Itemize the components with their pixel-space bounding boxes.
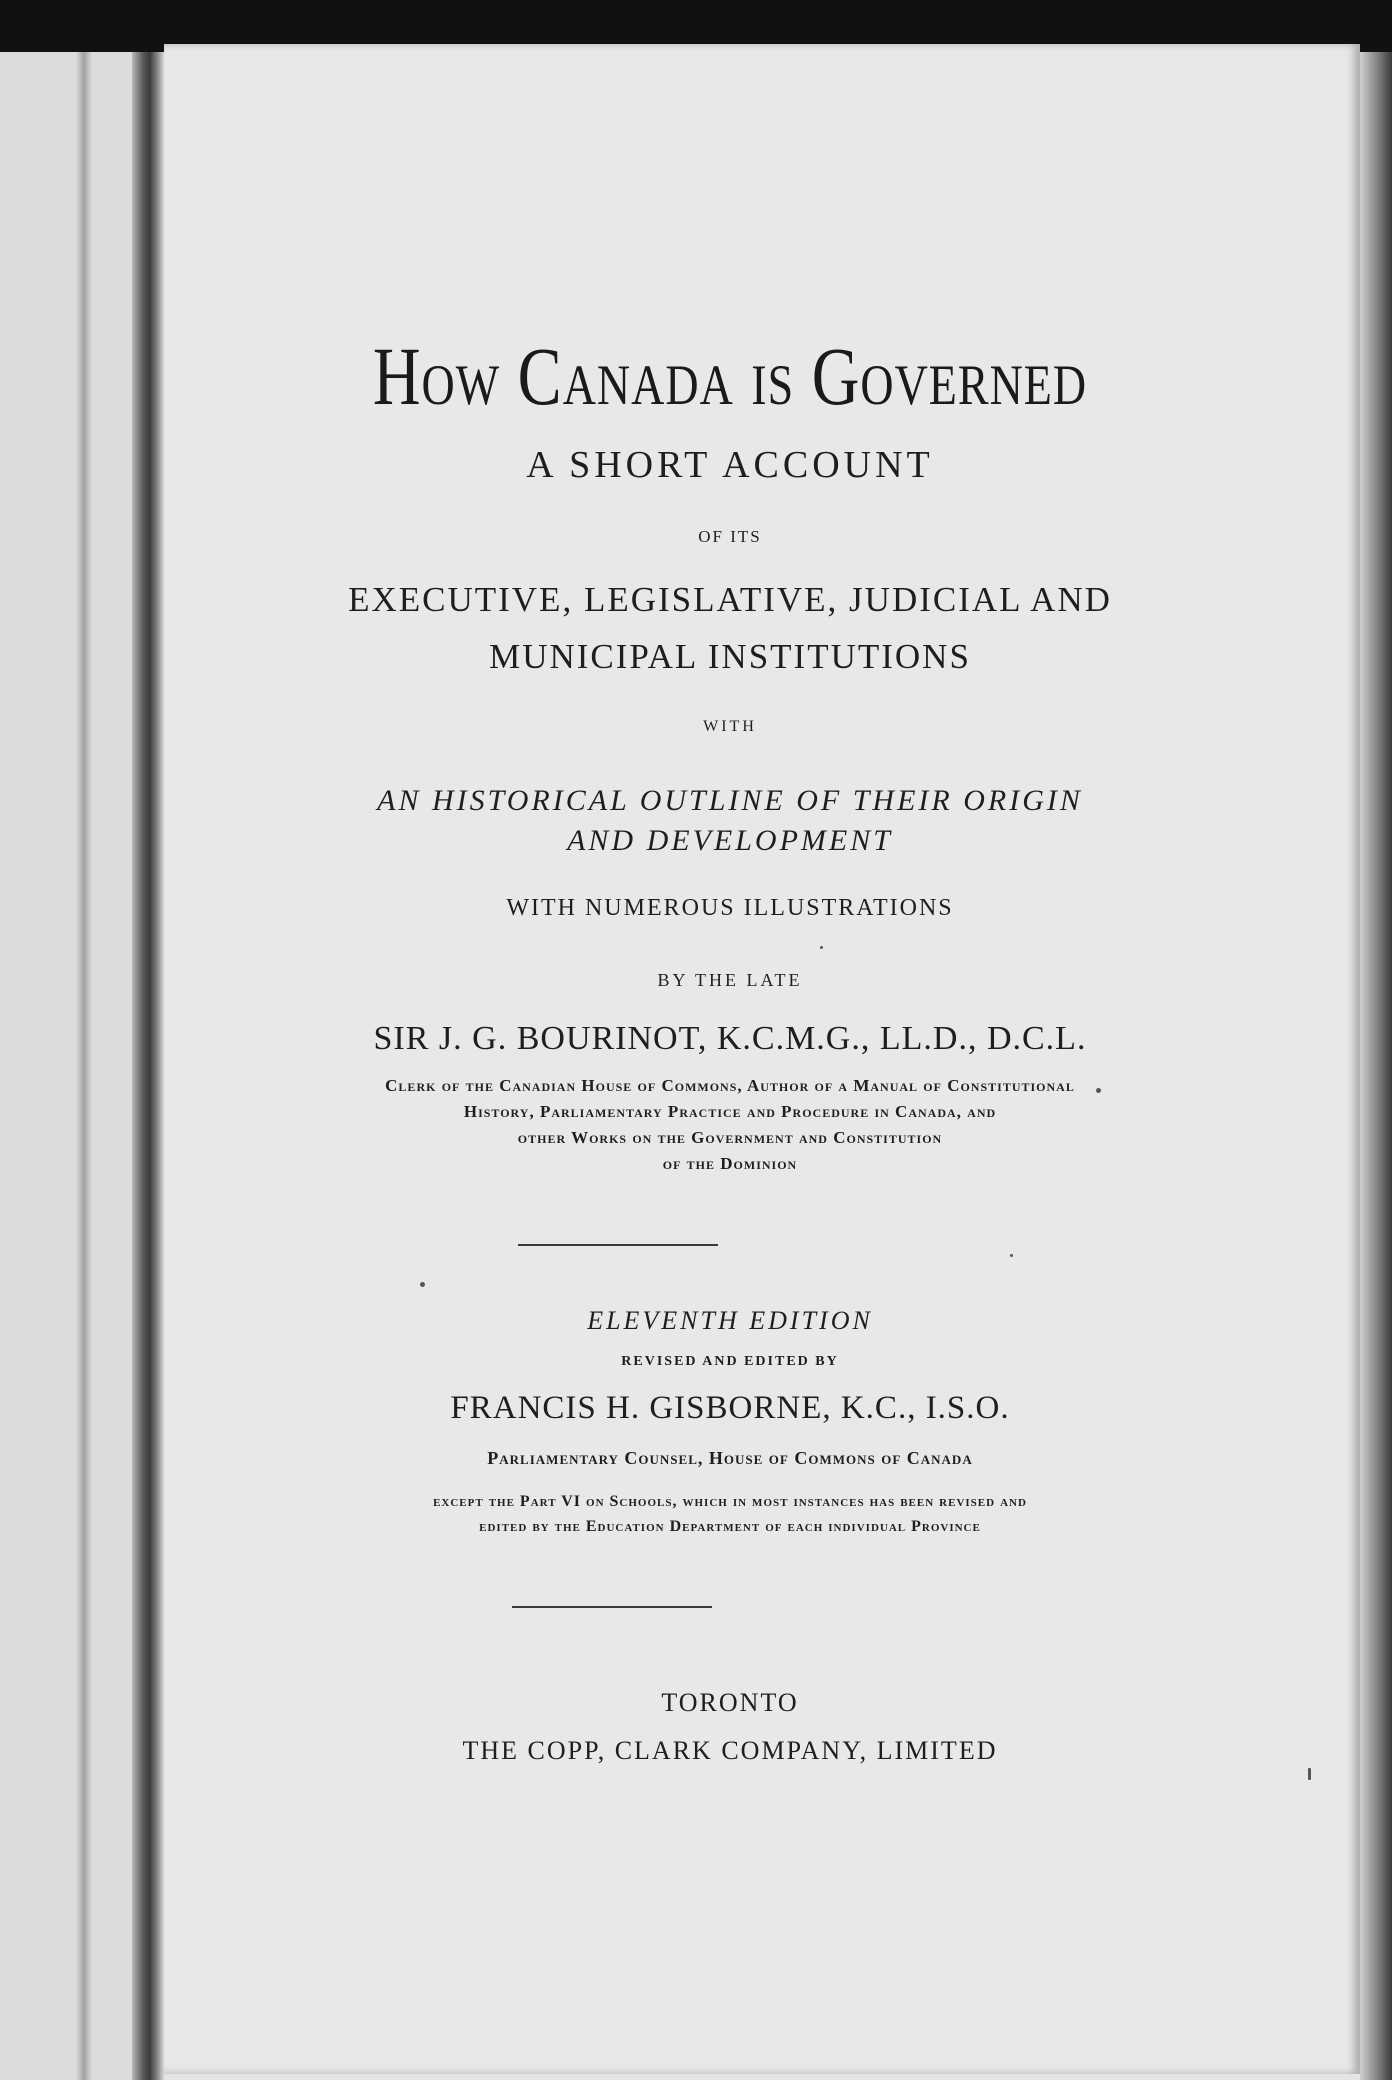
page-right-edge <box>1360 52 1392 2080</box>
paper-speck <box>1010 1254 1013 1257</box>
editor-title: Parliamentary Counsel, House of Commons of Canada <box>487 1448 973 1468</box>
exception-note-line-1: except the Part VI on Schools, which in most instances has been revised and <box>433 1493 1027 1510</box>
divider-rule <box>512 1606 712 1608</box>
facing-page-edge <box>0 52 138 2080</box>
exception-note-line-2: edited by the Education Department of each individual Province <box>479 1518 981 1535</box>
paper-speck <box>420 1282 425 1287</box>
book-title: How Canada is Governed <box>372 331 1088 423</box>
illustrations-note: WITH NUMEROUS ILLUSTRATIONS <box>506 895 954 921</box>
author-credentials-line-1: Clerk of the Canadian House of Commons, Author of a Manual of Constitutional <box>385 1076 1075 1095</box>
imprint-publisher: THE COPP, CLARK COMPANY, LIMITED <box>462 1736 998 1765</box>
binding-shadow <box>132 52 164 2080</box>
imprint-city: TORONTO <box>661 1688 799 1717</box>
paper-speck <box>820 946 823 949</box>
paper-speck <box>1308 1768 1311 1780</box>
outline-line-2: AND DEVELOPMENT <box>567 824 893 857</box>
edition-label: ELEVENTH EDITION <box>587 1306 873 1335</box>
institutions-line-1: EXECUTIVE, LEGISLATIVE, JUDICIAL AND <box>348 580 1112 619</box>
author-name: SIR J. G. BOURINOT, K.C.M.G., LL.D., D.C.L. <box>373 1020 1087 1057</box>
paper-speck <box>1096 1088 1101 1093</box>
author-credentials-line-2: History, Parliamentary Practice and Procedure in Canada, and <box>463 1102 997 1121</box>
institutions-line-2: MUNICIPAL INSTITUTIONS <box>489 637 971 676</box>
book-subtitle: A SHORT ACCOUNT <box>526 444 934 486</box>
connector-of-its: OF ITS <box>698 527 762 546</box>
by-the-late: BY THE LATE <box>657 970 803 990</box>
author-credentials-line-3: other Works on the Government and Constitution <box>517 1128 943 1147</box>
page-gutter-edge <box>76 52 92 2080</box>
author-credentials-line-4: of the Dominion <box>662 1154 798 1173</box>
connector-with: WITH <box>703 718 757 735</box>
outline-line-1: AN HISTORICAL OUTLINE OF THEIR ORIGIN <box>377 784 1083 817</box>
revised-by: REVISED AND EDITED BY <box>621 1354 839 1369</box>
divider-rule <box>518 1244 718 1246</box>
editor-name: FRANCIS H. GISBORNE, K.C., I.S.O. <box>450 1390 1010 1426</box>
